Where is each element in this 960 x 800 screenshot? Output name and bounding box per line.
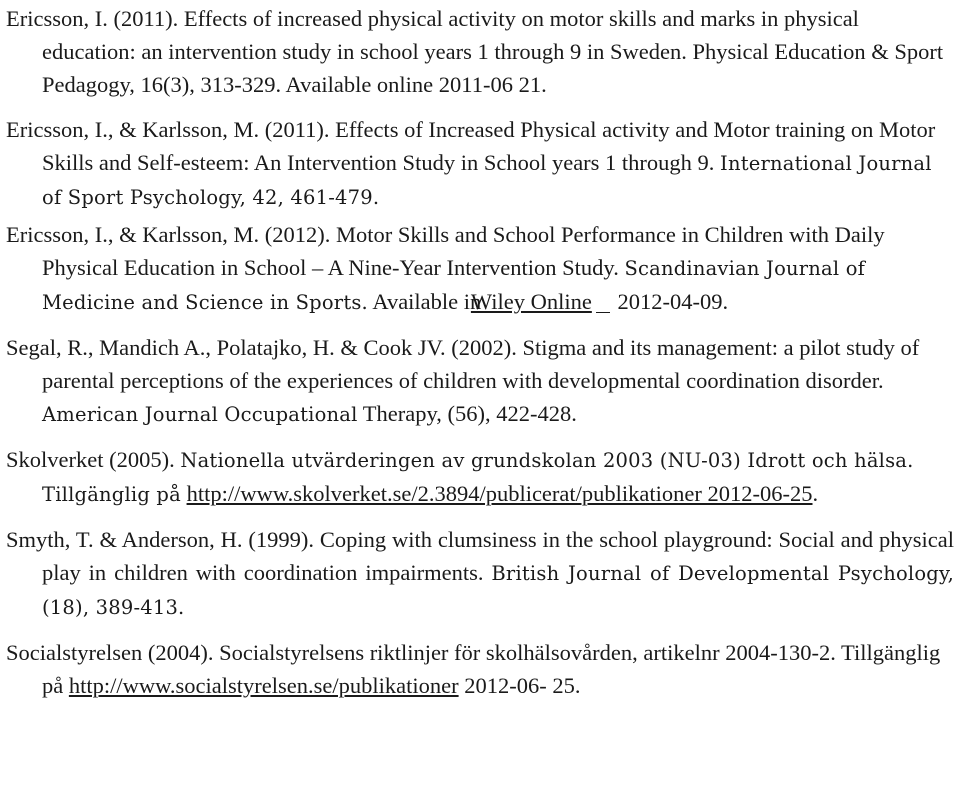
reference-entry: [6, 331, 954, 431]
reference-end: .: [812, 481, 819, 506]
reference-authors: Skolverket (2005).: [6, 447, 175, 472]
reference-entry: [6, 523, 954, 624]
reference-entry: [6, 636, 954, 702]
reference-title: Effects of Increased Physical activity and Motor training on Motor Skills and Self-esteem: An Intervention Study in School years 1 through 9.: [42, 117, 936, 175]
reference-title: Socialstyrelsens riktlinjer för skolhälsovården, artikelnr 2004-130-2. Tillgänglig på: [42, 640, 941, 698]
wiley-online-link[interactable]: Wiley Online: [470, 289, 592, 314]
reference-title: Coping with clumsiness in the school playground: Social and physical play in children with coordination impairments.: [42, 527, 954, 585]
reference-entry: [6, 443, 954, 511]
wiley-online-link-wrapper: [470, 285, 612, 318]
reference-date: 2012-06- 25.: [464, 673, 581, 698]
reference-source-tail: Therapy, (56), 422-428.: [362, 401, 577, 426]
reference-authors: Ericsson, I., & Karlsson, M. (2012).: [6, 222, 331, 247]
reference-title: Stigma and its management: a pilot study of parental perceptions of the experiences of children with developmental coordination disorder.: [42, 335, 920, 393]
reference-authors: Ericsson, I. (2011).: [6, 6, 179, 31]
reference-title: Nationella utvärderingen av grundskolan 2003 (NU-03) Idrott och hälsa. Tillgänglig på: [42, 449, 914, 506]
reference-authors: Smyth, T. & Anderson, H. (1999).: [6, 527, 314, 552]
reference-source: Scandinavian Journal of Medicine and Science in Sports.: [42, 257, 866, 314]
reference-title: Motor Skills and School Performance in Children with Daily Physical Education in School – A Nine-Year Intervention Study.: [42, 222, 885, 280]
reference-entry: [6, 218, 954, 319]
reference-date: 2012-04-09.: [617, 289, 729, 314]
reference-entry: [6, 2, 954, 101]
reference-source: Physical Education & Sport Pedagogy, 16(3), 313-329. Available online 2011-06 21.: [42, 39, 944, 97]
reference-title: Effects of increased physical activity on motor skills and marks in physical education: an intervention study in school years 1 through 9 in Sweden.: [42, 6, 859, 64]
reference-source: American Journal Occupational: [42, 403, 358, 426]
reference-availability: Available in: [372, 289, 482, 314]
reference-authors: Ericsson, I., & Karlsson, M. (2011).: [6, 117, 330, 142]
reference-source: British Journal of Developmental Psychology, (18), 389-413.: [42, 562, 954, 619]
socialstyrelsen-link[interactable]: http://www.socialstyrelsen.se/publikationer: [68, 673, 459, 698]
reference-source: International Journal of Sport Psychology, 42, 461-479.: [42, 152, 932, 209]
reference-entry: [6, 113, 954, 214]
reference-authors: Socialstyrelsen (2004).: [6, 640, 214, 665]
reference-authors: Segal, R., Mandich A., Polatajko, H. & Cook JV. (2002).: [6, 335, 517, 360]
skolverket-link[interactable]: http://www.skolverket.se/2.3894/publicerat/publikationer 2012-06-25: [186, 481, 813, 506]
